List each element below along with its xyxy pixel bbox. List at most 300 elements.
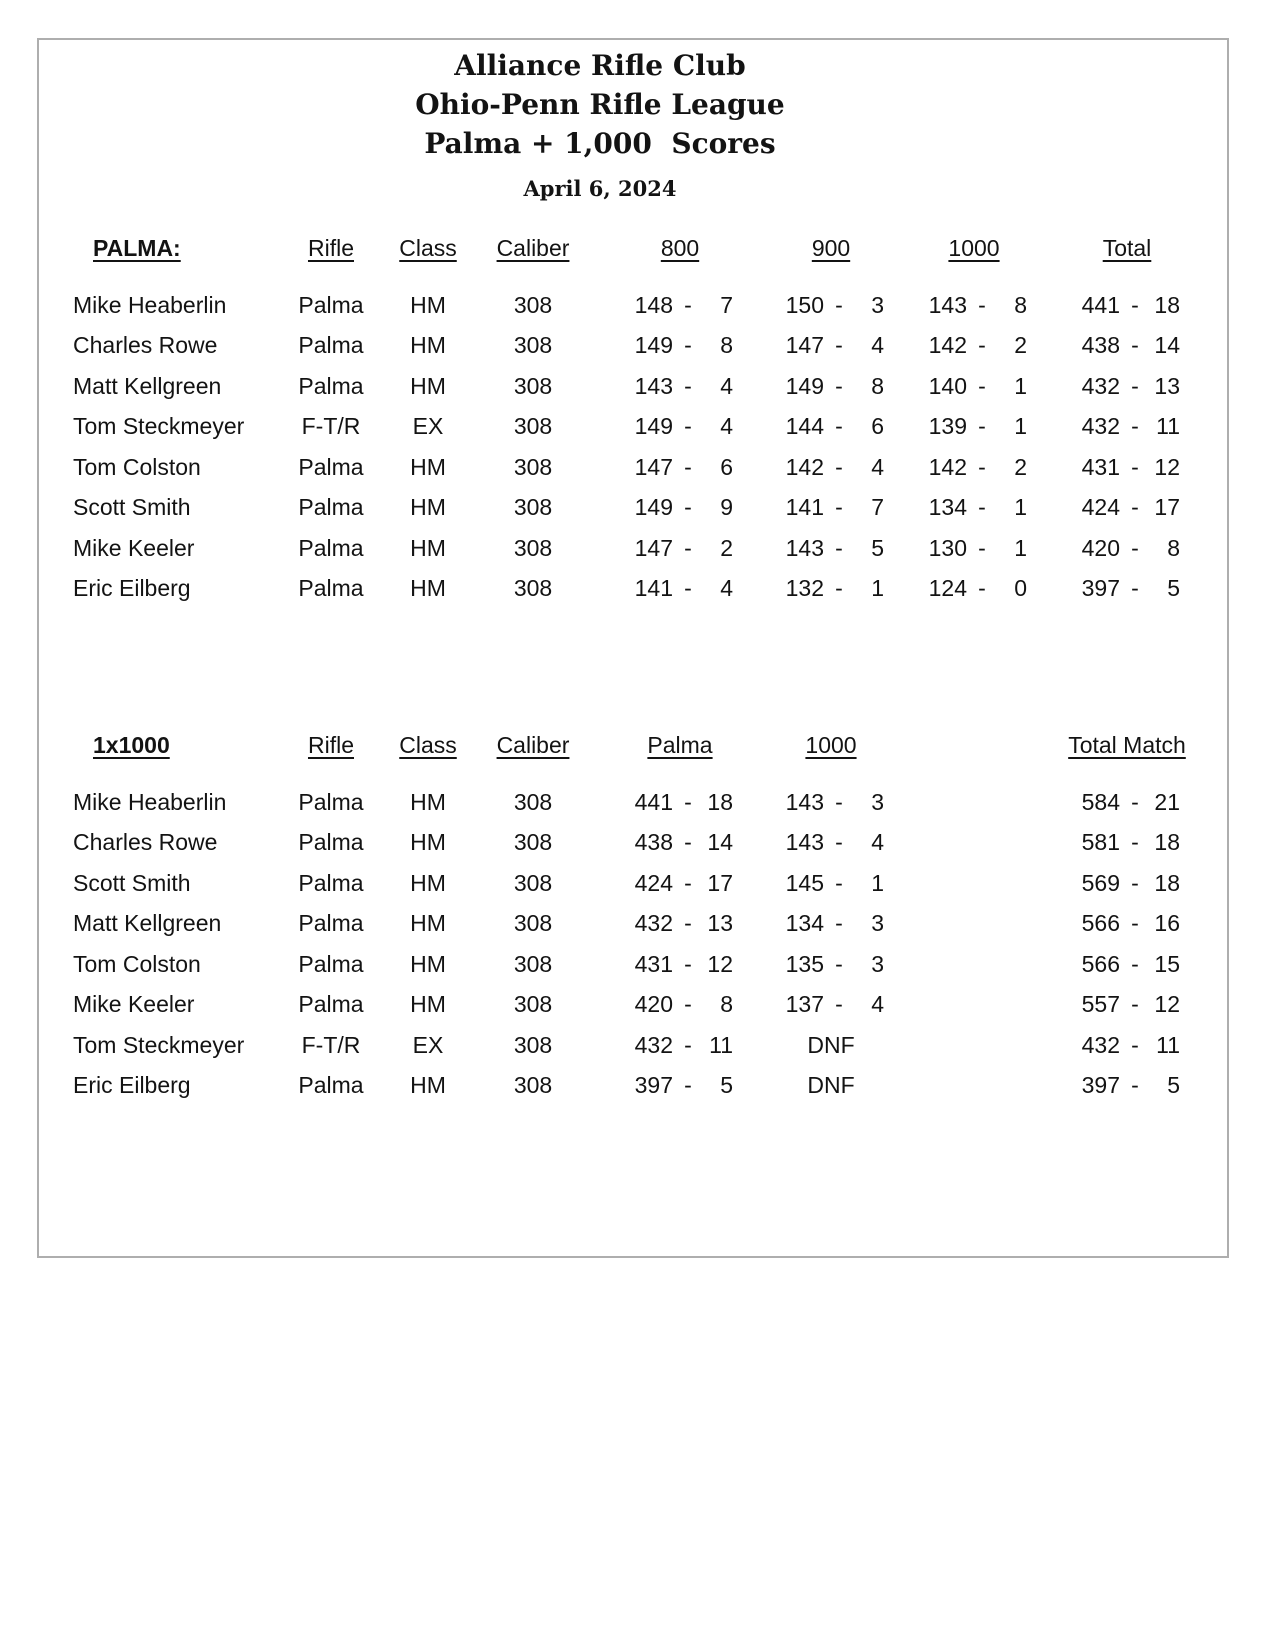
score-total-value: 424 [1081,494,1120,521]
score-palma [613,782,747,823]
score-1000-xcount: 4 [871,829,884,856]
score-1000-dash: - [835,991,843,1018]
shooter-name: Scott Smith [73,869,191,896]
score-900 [747,569,915,610]
score-1000-dash: - [978,534,986,561]
match-title: Palma + 1,000 Scores [424,127,776,160]
score-total-match-xcount: 15 [1154,950,1180,977]
score-total-match-dash: - [1131,869,1139,896]
score-total-dash: - [1131,372,1139,399]
rifle-type: Palma [298,788,364,815]
col-header-rifle [259,223,403,273]
class-value: HM [410,869,446,896]
class-value: HM [410,991,446,1018]
score-1000 [915,407,1033,448]
class-value: HM [410,291,446,318]
spacer-column [915,944,1033,985]
score-palma-dash: - [684,829,692,856]
score-900-dash: - [835,534,843,561]
score-total-match [1033,944,1221,985]
rifle-type: Palma [298,910,364,937]
score-total-match-value: 397 [1081,1072,1120,1099]
score-palma-dash: - [684,1072,692,1099]
score-900-dash: - [835,413,843,440]
score-1000-xcount: 1 [1014,372,1027,399]
score-palma-xcount: 12 [707,950,733,977]
score-total-match-dash: - [1131,950,1139,977]
score-total [1033,407,1221,448]
score-total-match-xcount: 11 [1156,1031,1180,1058]
score-1000-value: 145 [785,869,824,896]
score-900-dash: - [835,372,843,399]
rifle-type: Palma [298,332,364,359]
score-800-value: 141 [634,575,673,602]
score-800-xcount: 4 [720,372,733,399]
score-1000-dash: - [978,494,986,521]
score-palma [613,1066,747,1107]
caliber-value: 308 [513,829,553,856]
score-1000 [915,569,1033,610]
score-total [1033,569,1221,610]
score-800-value: 147 [634,453,673,480]
col-header-800 [613,223,747,273]
score-total [1033,447,1221,488]
caliber-value: 308 [513,575,553,602]
col-header-900-text: 900 [811,234,851,261]
score-800-value: 149 [634,494,673,521]
score-800 [613,488,747,529]
col-header-1000-text: 1000 [805,731,857,758]
class-value: HM [410,910,446,937]
score-800 [613,407,747,448]
dnf-label: DNF [807,1072,855,1099]
score-900-xcount: 1 [871,575,884,602]
score-800-value: 143 [634,372,673,399]
score-total-dash: - [1131,453,1139,480]
col-header-1000 [915,223,1033,273]
col-header-total [1033,223,1221,273]
score-palma-value: 431 [634,950,673,977]
score-900-dash: - [835,575,843,602]
score-total-match-dash: - [1131,910,1139,937]
score-900-value: 132 [785,575,824,602]
shooter-name: Matt Kellgreen [73,910,222,937]
score-1000-dash: - [978,575,986,602]
rifle-type: Palma [298,372,364,399]
score-800-dash: - [684,332,692,359]
score-800-dash: - [684,575,692,602]
col-header-caliber [453,223,613,273]
class-value: EX [412,413,444,440]
rifle-type: Palma [298,575,364,602]
class-value: HM [410,494,446,521]
score-1000 [915,366,1033,407]
score-800-xcount: 2 [720,534,733,561]
score-1000-dash: - [978,413,986,440]
rifle-type: F-T/R [301,1031,361,1058]
score-palma [613,904,747,945]
score-total-dash: - [1131,332,1139,359]
score-800-dash: - [684,534,692,561]
score-1000-value: 135 [785,950,824,977]
shooter-name: Tom Steckmeyer [73,413,245,440]
header-gap [73,273,1221,285]
spacer-column [915,985,1033,1026]
score-total [1033,366,1221,407]
score-total-value: 432 [1081,413,1120,440]
shooter-name: Tom Colston [73,950,201,977]
score-total-match [1033,782,1221,823]
score-1000-value: 130 [928,534,967,561]
score-800-value: 149 [634,413,673,440]
score-total-match-dash: - [1131,829,1139,856]
score-total-dash: - [1131,291,1139,318]
score-palma-value: 441 [634,788,673,815]
score-900-dash: - [835,291,843,318]
score-palma-dash: - [684,950,692,977]
palma-table [73,223,1227,609]
score-total-match-dash: - [1131,1031,1139,1058]
score-900-value: 149 [785,372,824,399]
score-palma-dash: - [684,991,692,1018]
score-total-xcount: 12 [1154,453,1180,480]
score-total-dash: - [1131,413,1139,440]
rifle-type: F-T/R [301,413,361,440]
score-900-value: 147 [785,332,824,359]
dnf-label: DNF [807,1031,855,1058]
caliber-value: 308 [513,372,553,399]
score-1000-dash: - [978,453,986,480]
score-palma-value: 397 [634,1072,673,1099]
score-800 [613,326,747,367]
score-palma-value: 432 [634,1031,673,1058]
col-header-900 [747,223,915,273]
rifle-type: Palma [298,534,364,561]
col-header-class [399,720,457,770]
score-total-value: 432 [1081,372,1120,399]
score-1000 [915,528,1033,569]
score-total-match-value: 581 [1081,829,1120,856]
shooter-name: Charles Rowe [73,829,218,856]
caliber-value: 308 [513,1031,553,1058]
score-1000-xcount: 1 [1014,494,1027,521]
col-header-palma-text: Palma [647,731,713,758]
score-900-dash: - [835,453,843,480]
shooter-name: Mike Keeler [73,991,195,1018]
col-header-1000 [747,720,915,770]
score-1000-xcount: 3 [871,788,884,815]
score-total-xcount: 18 [1154,291,1180,318]
score-palma-dash: - [684,910,692,937]
col-header-1000-text: 1000 [948,234,1000,261]
score-palma-xcount: 18 [707,788,733,815]
score-palma-dash: - [684,788,692,815]
col-header-palma [613,720,747,770]
score-total-match [1033,985,1221,1026]
score-palma-value: 438 [634,829,673,856]
col-header-total-match [1033,720,1221,770]
col-header-class-text: Class [399,731,457,758]
score-1000-dash: - [978,372,986,399]
score-900-value: 143 [785,534,824,561]
score-palma-value: 432 [634,910,673,937]
match-table-label [73,720,259,770]
score-total-value: 397 [1081,575,1120,602]
rifle-type: Palma [298,291,364,318]
score-total-xcount: 13 [1154,372,1180,399]
score-palma-xcount: 8 [720,991,733,1018]
score-900 [747,488,915,529]
shooter-name: Eric Eilberg [73,1072,191,1099]
score-1000 [747,985,915,1026]
score-1000-dash: - [835,788,843,815]
spacer-column [915,720,1033,770]
score-900-value: 144 [785,413,824,440]
class-value: HM [410,332,446,359]
score-1000-xcount: 1 [871,869,884,896]
col-header-class [399,223,457,273]
score-800-xcount: 8 [720,332,733,359]
class-value: HM [410,1072,446,1099]
caliber-value: 308 [513,910,553,937]
spacer-column [915,1066,1033,1107]
col-header-class-text: Class [399,234,457,261]
caliber-value: 308 [513,291,553,318]
score-800-xcount: 9 [720,494,733,521]
score-800 [613,528,747,569]
title-block [73,46,1127,201]
score-800-value: 147 [634,534,673,561]
score-900-xcount: 4 [871,453,884,480]
score-800 [613,366,747,407]
score-palma [613,823,747,864]
score-900-xcount: 4 [871,332,884,359]
score-1000 [747,944,915,985]
score-900 [747,528,915,569]
score-800-value: 149 [634,332,673,359]
score-total-match-xcount: 21 [1154,788,1180,815]
score-800 [613,285,747,326]
score-800 [613,569,747,610]
score-1000-value: 139 [928,413,967,440]
page-border-frame [37,38,1229,1258]
score-1000 [747,1066,915,1107]
score-palma [613,1025,747,1066]
score-1000-xcount: 1 [1014,534,1027,561]
score-total [1033,528,1221,569]
shooter-name: Scott Smith [73,494,191,521]
score-1000-xcount: 8 [1014,291,1027,318]
col-header-total-text: Total [1102,234,1152,261]
score-total-match-value: 566 [1081,910,1120,937]
caliber-value: 308 [513,494,553,521]
shooter-name: Eric Eilberg [73,575,191,602]
score-1000-dash: - [978,332,986,359]
score-1000-value: 143 [785,788,824,815]
caliber-value: 308 [513,788,553,815]
class-value: HM [410,575,446,602]
spacer-column [915,863,1033,904]
score-total-match [1033,863,1221,904]
score-palma-value: 424 [634,869,673,896]
shooter-name: Mike Keeler [73,534,195,561]
score-1000-value: 124 [928,575,967,602]
class-value: HM [410,534,446,561]
rifle-type: Palma [298,453,364,480]
score-total-match-xcount: 18 [1154,869,1180,896]
score-total-xcount: 11 [1156,413,1180,440]
score-total-match-dash: - [1131,1072,1139,1099]
score-total-match-xcount: 5 [1167,1072,1180,1099]
score-total-match [1033,823,1221,864]
score-900 [747,407,915,448]
score-900-value: 150 [785,291,824,318]
rifle-type: Palma [298,829,364,856]
spacer-column [915,1025,1033,1066]
score-palma-xcount: 17 [707,869,733,896]
spacer-column [915,904,1033,945]
club-title: Alliance Rifle Club [454,49,746,82]
score-palma-dash: - [684,1031,692,1058]
score-1000 [747,863,915,904]
score-800-xcount: 6 [720,453,733,480]
score-1000 [915,488,1033,529]
col-header-rifle-text: Rifle [307,731,354,758]
score-total-match-xcount: 18 [1154,829,1180,856]
score-800-xcount: 7 [720,291,733,318]
palma-table-label-text: PALMA: [93,234,181,261]
score-palma [613,944,747,985]
score-1000-value: 137 [785,991,824,1018]
score-total-match [1033,1025,1221,1066]
score-total-xcount: 5 [1167,575,1180,602]
caliber-value: 308 [513,991,553,1018]
match-date: April 6, 2024 [523,176,677,201]
score-800-dash: - [684,372,692,399]
score-1000-dash: - [835,829,843,856]
class-value: HM [410,829,446,856]
caliber-value: 308 [513,453,553,480]
score-total-dash: - [1131,494,1139,521]
score-total-match-value: 569 [1081,869,1120,896]
score-total-xcount: 17 [1154,494,1180,521]
caliber-value: 308 [513,413,553,440]
class-value: EX [412,1031,444,1058]
score-total-value: 438 [1081,332,1120,359]
score-800-xcount: 4 [720,575,733,602]
score-900-xcount: 8 [871,372,884,399]
score-total [1033,285,1221,326]
shooter-name: Charles Rowe [73,332,218,359]
score-1000 [747,1025,915,1066]
score-900-xcount: 3 [871,291,884,318]
score-total-match-xcount: 12 [1154,991,1180,1018]
class-value: HM [410,372,446,399]
score-total [1033,488,1221,529]
class-value: HM [410,950,446,977]
score-900-xcount: 7 [871,494,884,521]
rifle-type: Palma [298,950,364,977]
shooter-name: Tom Steckmeyer [73,1031,245,1058]
score-900-value: 141 [785,494,824,521]
shooter-name: Tom Colston [73,453,201,480]
rifle-type: Palma [298,991,364,1018]
caliber-value: 308 [513,950,553,977]
class-value: HM [410,788,446,815]
col-header-total-match-text: Total Match [1068,731,1186,758]
caliber-value: 308 [513,534,553,561]
score-total-match [1033,904,1221,945]
score-800-xcount: 4 [720,413,733,440]
match-1x1000-table [73,720,1227,1106]
score-900-xcount: 6 [871,413,884,440]
score-1000 [747,823,915,864]
class-value: HM [410,453,446,480]
score-900-xcount: 5 [871,534,884,561]
score-1000-value: 134 [785,910,824,937]
score-1000-xcount: 1 [1014,413,1027,440]
score-1000-dash: - [835,910,843,937]
score-800-dash: - [684,494,692,521]
score-total-dash: - [1131,534,1139,561]
score-palma-xcount: 14 [707,829,733,856]
score-800-dash: - [684,453,692,480]
score-1000-xcount: 4 [871,991,884,1018]
score-palma-value: 420 [634,991,673,1018]
score-total-dash: - [1131,575,1139,602]
score-900 [747,366,915,407]
rifle-type: Palma [298,494,364,521]
score-palma-xcount: 5 [720,1072,733,1099]
score-palma-dash: - [684,869,692,896]
score-1000-value: 142 [928,332,967,359]
score-1000-xcount: 3 [871,950,884,977]
score-1000-xcount: 0 [1014,575,1027,602]
header-gap [73,770,1221,782]
score-total-value: 420 [1081,534,1120,561]
rifle-type: Palma [298,869,364,896]
score-900-value: 142 [785,453,824,480]
col-header-800-text: 800 [660,234,700,261]
spacer-column [915,823,1033,864]
score-total-value: 441 [1081,291,1120,318]
score-900 [747,447,915,488]
league-title: Ohio-Penn Rifle League [415,88,785,121]
score-1000-dash: - [835,950,843,977]
shooter-name: Mike Heaberlin [73,291,227,318]
score-total-match-dash: - [1131,991,1139,1018]
col-header-caliber-text: Caliber [496,731,570,758]
score-palma [613,863,747,904]
match-table-label-text: 1x1000 [93,731,170,758]
score-1000-value: 142 [928,453,967,480]
shooter-name: Matt Kellgreen [73,372,222,399]
caliber-value: 308 [513,1072,553,1099]
col-header-rifle-text: Rifle [307,234,354,261]
score-1000-value: 140 [928,372,967,399]
score-total-xcount: 8 [1167,534,1180,561]
score-total-match-value: 432 [1081,1031,1120,1058]
score-palma-xcount: 11 [709,1031,733,1058]
score-total-xcount: 14 [1154,332,1180,359]
spacer-column [915,782,1033,823]
shooter-name: Mike Heaberlin [73,788,227,815]
score-900 [747,285,915,326]
score-1000 [747,904,915,945]
caliber-value: 308 [513,869,553,896]
rifle-type: Palma [298,1072,364,1099]
score-1000-value: 134 [928,494,967,521]
